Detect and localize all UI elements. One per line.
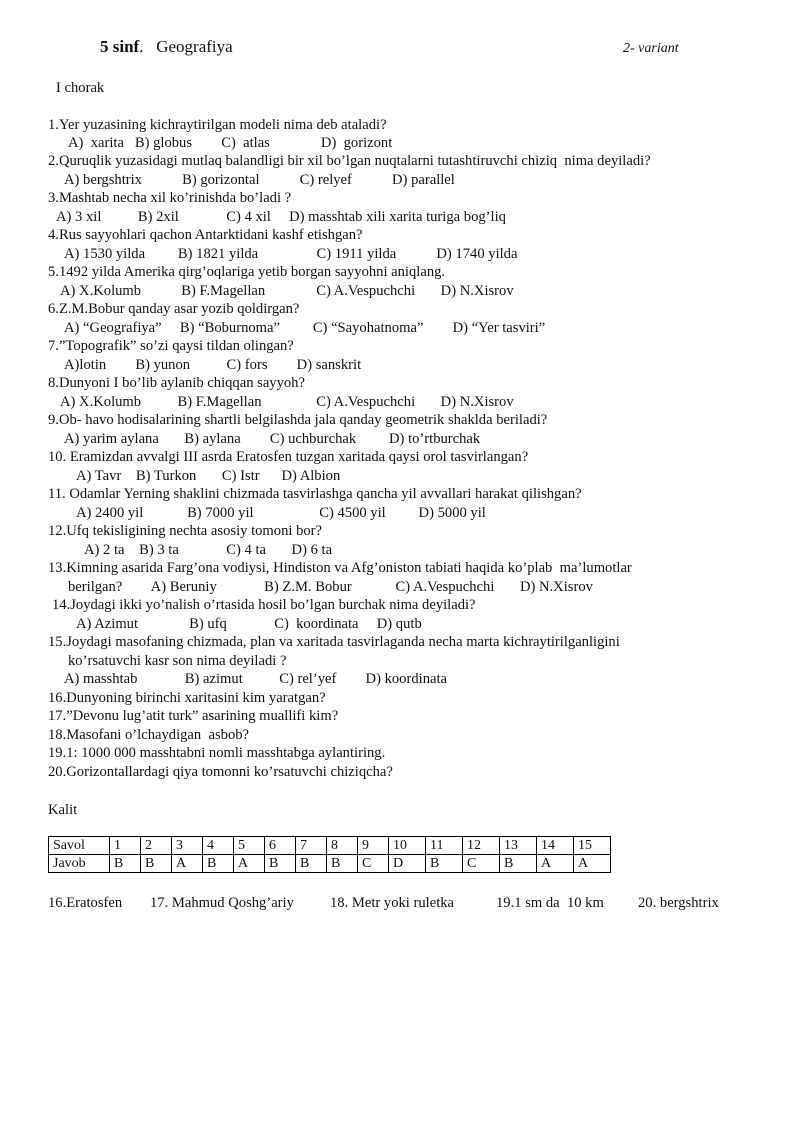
question-1: 1.Yer yuzasining kichraytirilgan modeli nima deb ataladi? bbox=[48, 117, 387, 133]
question-1-options: A) xarita B) globus C) atlas D) gorizont bbox=[68, 135, 393, 151]
question-number-cell: 13 bbox=[500, 837, 537, 855]
question-8: 8.Dunyoni I bo’lib aylanib chiqqan sayyoh? bbox=[48, 375, 305, 391]
question-number-cell: 12 bbox=[463, 837, 500, 855]
question-14-options: A) Azimut B) ufq C) koordinata D) qutb bbox=[76, 616, 422, 632]
answer-cell: B bbox=[141, 855, 172, 873]
answer-cell: B bbox=[265, 855, 296, 873]
question-9: 9.Ob- havo hodisalarining shartli belgilashda jala qanday geometrik shaklda beriladi? bbox=[48, 412, 548, 428]
question-18: 18.Masofani o’lchaydigan asbob? bbox=[48, 727, 250, 743]
question-number-cell: 4 bbox=[203, 837, 234, 855]
question-number-cell: 15 bbox=[574, 837, 611, 855]
question-7: 7.”Topografik” so’zi qaysi tildan olingan? bbox=[48, 338, 294, 354]
answer-cell: D bbox=[389, 855, 426, 873]
question-6-options: A) “Geografiya” B) “Boburnoma” C) “Sayohatnoma” D) “Yer tasviri” bbox=[64, 320, 546, 336]
answer-cell: A bbox=[234, 855, 265, 873]
grade-label: 5 sinf bbox=[100, 37, 140, 56]
question-19: 19.1: 1000 000 masshtabni nomli masshtabga aylantiring. bbox=[48, 745, 386, 761]
question-10: 10. Eramizdan avvalgi III asrda Eratosfen tuzgan xaritada qaysi orol tasvirlangan? bbox=[48, 449, 529, 465]
answer-cell: A bbox=[574, 855, 611, 873]
question-number-cell: 9 bbox=[358, 837, 389, 855]
written-answer-19: 19.1 sm da 10 km bbox=[496, 895, 604, 911]
written-answer-20: 20. bergshtrix bbox=[638, 895, 719, 911]
question-number-cell: 1 bbox=[110, 837, 141, 855]
answer-key-table bbox=[48, 836, 611, 873]
question-2-options: A) bergshtrix B) gorizontal C) relyef D) parallel bbox=[64, 172, 455, 188]
variant-label: 2- variant bbox=[623, 41, 679, 56]
title-dot: . bbox=[139, 37, 144, 56]
answer-cell: B bbox=[500, 855, 537, 873]
answer-cell: C bbox=[358, 855, 389, 873]
question-number-cell: 2 bbox=[141, 837, 172, 855]
subject-label: Geografiya bbox=[156, 37, 233, 56]
question-8-options: A) X.Kolumb B) F.Magellan C) A.Vespuchchi D) N.Xisrov bbox=[60, 394, 514, 410]
question-9-options: A) yarim aylana B) aylana C) uchburchak D) to’rtburchak bbox=[64, 431, 481, 447]
question-13: 13.Kimning asarida Farg’ona vodiysi, Hindiston va Afg’oniston tabiati haqida ko’plab ma’lumotlar bbox=[48, 560, 632, 576]
question-number-cell: 11 bbox=[426, 837, 463, 855]
question-6: 6.Z.M.Bobur qanday asar yozib qoldirgan? bbox=[48, 301, 300, 317]
answer-key-question-row bbox=[49, 837, 611, 855]
question-2: 2.Quruqlik yuzasidagi mutlaq balandligi bir xil bo’lgan nuqtalarni tutashtiruvchi chiziq nima deyiladi? bbox=[48, 153, 651, 169]
question-14: 14.Joydagi ikki yo’nalish o’rtasida hosil bo’lgan burchak nima deyiladi? bbox=[52, 597, 476, 613]
question-17: 17.”Devonu lug’atit turk” asarining muallifi kim? bbox=[48, 708, 339, 724]
question-15-continued: ko’rsatuvchi kasr son nima deyiladi ? bbox=[68, 653, 287, 669]
question-10-options: A) Tavr B) Turkon C) Istr D) Albion bbox=[76, 468, 341, 484]
question-20: 20.Gorizontallardagi qiya tomonni ko’rsatuvchi chiziqcha? bbox=[48, 764, 393, 780]
question-5-options: A) X.Kolumb B) F.Magellan C) A.Vespuchchi D) N.Xisrov bbox=[60, 283, 514, 299]
question-4: 4.Rus sayyohlari qachon Antarktidani kashf etishgan? bbox=[48, 227, 363, 243]
answer-cell: A bbox=[172, 855, 203, 873]
question-3-options: A) 3 xil B) 2xil C) 4 xil D) masshtab xili xarita turiga bog’liq bbox=[56, 209, 506, 225]
quarter-label: I chorak bbox=[56, 80, 105, 96]
question-12: 12.Ufq tekisligining nechta asosiy tomoni bor? bbox=[48, 523, 322, 539]
question-7-options: A)lotin B) yunon C) fors D) sanskrit bbox=[64, 357, 362, 373]
question-number-cell: 5 bbox=[234, 837, 265, 855]
answer-cell: C bbox=[463, 855, 500, 873]
answer-cell: B bbox=[203, 855, 234, 873]
written-answer-18: 18. Metr yoki ruletka bbox=[330, 895, 455, 911]
question-4-options: A) 1530 yilda B) 1821 yilda C) 1911 yilda D) 1740 yilda bbox=[64, 246, 518, 262]
row-label-savol: Savol bbox=[49, 837, 110, 855]
answer-cell: B bbox=[296, 855, 327, 873]
question-11: 11. Odamlar Yerning shaklini chizmada tasvirlashga qancha yil avvallari harakat qilishgan? bbox=[48, 486, 582, 502]
question-16: 16.Dunyoning birinchi xaritasini kim yaratgan? bbox=[48, 690, 326, 706]
question-number-cell: 6 bbox=[265, 837, 296, 855]
question-12-options: A) 2 ta B) 3 ta C) 4 ta D) 6 ta bbox=[84, 542, 333, 558]
answer-cell: B bbox=[327, 855, 358, 873]
question-number-cell: 3 bbox=[172, 837, 203, 855]
question-number-cell: 10 bbox=[389, 837, 426, 855]
question-number-cell: 7 bbox=[296, 837, 327, 855]
question-number-cell: 8 bbox=[327, 837, 358, 855]
answer-cell: A bbox=[537, 855, 574, 873]
written-answer-17: 17. Mahmud Qoshg’ariy bbox=[150, 895, 294, 911]
written-answer-16: 16.Eratosfen bbox=[48, 895, 123, 911]
answer-key-title: Kalit bbox=[48, 802, 78, 818]
row-label-javob: Javob bbox=[49, 855, 110, 873]
question-15-options: A) masshtab B) azimut C) rel’yef D) koordinata bbox=[64, 671, 448, 687]
answer-key-answer-row bbox=[49, 855, 611, 873]
question-3: 3.Mashtab necha xil ko’rinishda bo’ladi ? bbox=[48, 190, 292, 206]
question-15: 15.Joydagi masofaning chizmada, plan va xaritada tasvirlaganda necha marta kichraytirilganligini bbox=[48, 634, 620, 650]
answer-cell: B bbox=[110, 855, 141, 873]
question-13-options: berilgan? A) Beruniy B) Z.M. Bobur C) A.Vespuchchi D) N.Xisrov bbox=[68, 579, 593, 595]
worksheet-title bbox=[100, 38, 233, 56]
question-5: 5.1492 yilda Amerika qirg’oqlariga yetib borgan sayyohni aniqlang. bbox=[48, 264, 446, 280]
question-11-options: A) 2400 yil B) 7000 yil C) 4500 yil D) 5000 yil bbox=[76, 505, 486, 521]
question-number-cell: 14 bbox=[537, 837, 574, 855]
answer-cell: B bbox=[426, 855, 463, 873]
